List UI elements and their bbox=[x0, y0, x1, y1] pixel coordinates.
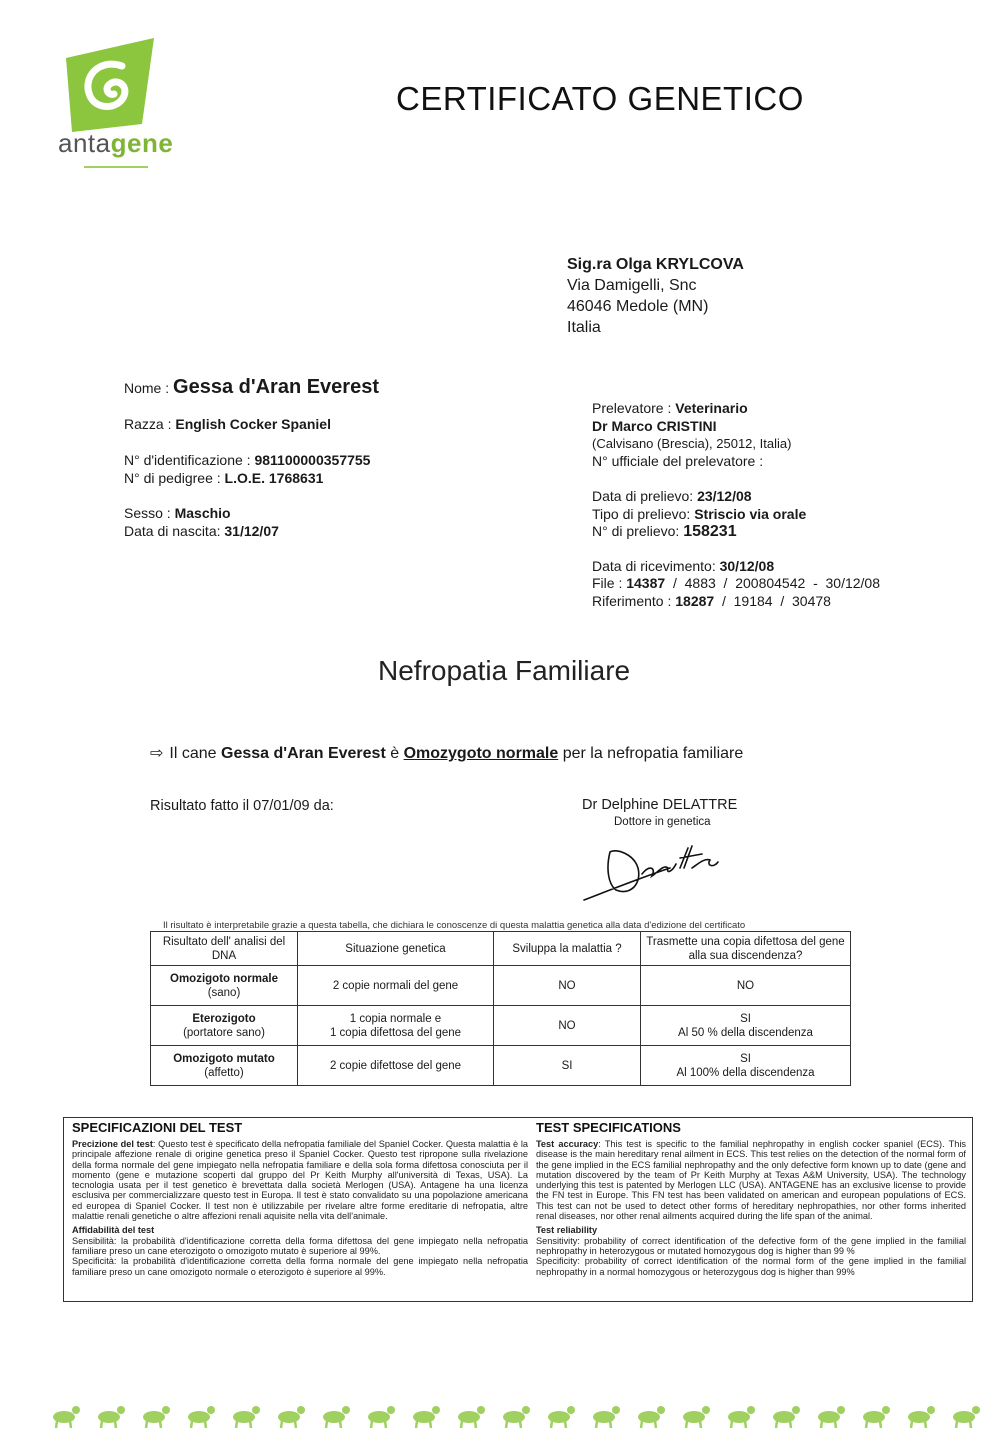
verdict-line: ⇨ Il cane Gessa d'Aran Everest è Omozygoto normale per la nefropatia familiare bbox=[150, 745, 744, 762]
specs-english: TEST SPECIFICATIONS Test accuracy: This test is specific to the familial nephropathy in english cocker spaniel (ECS). This disease is the main hereditary renal ailment in ECS. This test relies on the detection of the normal form of the gene implied in the ECS familial nephropathy and the only defective form known up to date (gene and mutation discovered by the team of Pr Keith Murphy at Texas A&M University, USA). The technology underlying this test is patented by Merlogen LLC (USA). ANTAGENE has an exclusive license to provide the FN test in Europe. This FN test has been validated on american and european populations of ECS. This test can not be used to detect other forms of hereditary nephropathies, nor other forms inherited renal diseases, nor other renal ailments acquired during the life span of the animal. Test reliability Sensitivity: probability of correct identification of the defective form of the gene implied in the familial nephropathy in heterozygous or mutated homozygous dog is higher than 99 % Specificity: probability of correct identification of the normal form of the gene implied in the familial nephropathy in a normal homozygous or heterozygous dog is higher than 99% bbox=[536, 1120, 967, 1277]
animal-breed-row: Razza : English Cocker Spaniel bbox=[124, 416, 331, 432]
deer-icon bbox=[773, 1406, 800, 1428]
sample-number-row: N° di prelievo: 158231 bbox=[592, 523, 737, 540]
table-header-row bbox=[151, 932, 851, 966]
transmit-cell: SI Al 50 % della discendenza bbox=[641, 1006, 851, 1046]
goat-icon bbox=[143, 1406, 170, 1428]
pig-icon bbox=[593, 1406, 620, 1428]
animal-sex-row: Sesso : Maschio bbox=[124, 505, 231, 521]
animal-birth-date: 31/12/07 bbox=[224, 523, 279, 539]
specs-italian: SPECIFICAZIONI DEL TEST Precizione del test: Questo test è specificato della nefropatia familiale del Spaniel Cocker. Questa malattia è la principale affezione renale di origine genetica preso il Spaniel Cocker. Questo test ripropone sulla rivelazione della forma normale del gene impiegato nella nefropatia familiare e della sola forma difettosa conosciuta per il momento (gene e mutazione scoperti dal gruppo del Pr Keith Murphy all'università di Texas, USA). La tecnologia usata per il test genetico è brevettata dalla società Merlogen (USA). Antagene ha una licenza esclusiva per commercializzare questo test in Europa. Il test è stato convalidato su una popolazione americana ed europea di Spaniel Cocker. Il test non è utilizzabile per rivelare altre forme ereditarie di nefropatia, altre malattie renali genetiche o altre affezioni renali aquisite nella vita dell'animale. Affidabilità del test Sensibilità: la probabilità d'identificazione corretta della forma difettosa del gene impiegato nella nefropatia familiare preso un cane eterozigoto o omozigoto mutato è superiore al 99%. Specificità: la probabilità d'identificazione corretta della forma normale del gene impiegato nella nefropatia familiare preso un cane omozigoto normale o eterozigoto è superiore al 99%. bbox=[72, 1120, 528, 1277]
animal-birth-row: Data di nascita: 31/12/07 bbox=[124, 523, 279, 539]
genotype-cell: Omozigoto normale (sano) bbox=[151, 966, 298, 1006]
logo-underline bbox=[84, 166, 148, 168]
vet-name: Dr Marco CRISTINI bbox=[592, 417, 717, 434]
fox-icon bbox=[53, 1406, 80, 1428]
test-specifications-box bbox=[63, 1117, 973, 1302]
reference-number: 18287 bbox=[675, 592, 715, 609]
fish-icon bbox=[413, 1406, 440, 1428]
table-row bbox=[151, 966, 851, 1006]
table-note: Il risultato è interpretabile grazie a questa tabella, che dichiara le conoscenze di questa malattia genetica alla data d'edizione del certificato bbox=[163, 920, 746, 931]
animal-pedigree: L.O.E. 1768631 bbox=[224, 470, 324, 486]
genetic-results-table bbox=[150, 931, 851, 1086]
sample-number: 158231 bbox=[683, 523, 737, 540]
doctor-role: Dottore in genetica bbox=[614, 816, 711, 828]
boar-icon bbox=[323, 1406, 350, 1428]
rooster-icon bbox=[638, 1406, 665, 1428]
recipient-city: 46046 Medole (MN) bbox=[567, 298, 709, 315]
file-row: File : 14387 / 4883 / 200804542 - 30/12/08 bbox=[592, 575, 881, 591]
sample-type-row: Tipo di prelievo: Striscio via orale bbox=[592, 505, 807, 522]
transmit-cell: SI Al 100% della discendenza bbox=[641, 1046, 851, 1086]
bird-icon bbox=[233, 1406, 260, 1428]
sample-date: 23/12/08 bbox=[697, 488, 752, 504]
situation-cell: 1 copia normale e 1 copia difettosa del gene bbox=[298, 1006, 494, 1046]
horse-icon bbox=[818, 1406, 845, 1428]
disease-cell: NO bbox=[494, 1006, 641, 1046]
recipient-country: Italia bbox=[567, 319, 601, 336]
file-number: 14387 bbox=[626, 575, 666, 591]
ant-icon bbox=[728, 1406, 755, 1428]
kangaroo-icon bbox=[368, 1406, 395, 1428]
collector-row: Prelevatore : Veterinario bbox=[592, 400, 748, 416]
animal-name: Gessa d'Aran Everest bbox=[173, 376, 379, 398]
reference-row: Riferimento : 18287 / 19184 / 30478 bbox=[592, 592, 831, 609]
received-date: 30/12/08 bbox=[719, 557, 775, 574]
cow-icon bbox=[548, 1406, 575, 1428]
right-arrow-icon: ⇨ bbox=[150, 745, 164, 762]
hen-icon bbox=[458, 1406, 485, 1428]
animal-sex: Maschio bbox=[174, 505, 231, 521]
sample-details bbox=[592, 400, 880, 610]
received-row: Data di ricevimento: 30/12/08 bbox=[592, 557, 775, 574]
antagene-logo-icon bbox=[62, 36, 158, 132]
table-row bbox=[151, 1006, 851, 1046]
specs-en-title: TEST SPECIFICATIONS bbox=[536, 1120, 681, 1135]
ram-icon bbox=[503, 1406, 530, 1428]
animal-breed: English Cocker Spaniel bbox=[175, 416, 331, 432]
recipient-address bbox=[567, 254, 744, 338]
cat-icon bbox=[98, 1406, 125, 1428]
table-header: Risultato dell' analisi del DNA bbox=[151, 932, 298, 966]
antelope-icon bbox=[863, 1406, 890, 1428]
animal-id: 981100000357755 bbox=[254, 452, 371, 468]
result-date: Risultato fatto il 07/01/09 da: bbox=[150, 798, 334, 814]
collector-type: Veterinario bbox=[675, 400, 748, 416]
table-header: Trasmette una copia difettosa del gene alla sua discendenza? bbox=[641, 932, 851, 966]
footer-animals bbox=[40, 1400, 990, 1430]
animal-name-row: Nome : Gessa d'Aran Everest bbox=[124, 376, 379, 398]
animal-details bbox=[124, 378, 379, 540]
sample-date-row: Data di prelievo: 23/12/08 bbox=[592, 488, 752, 504]
rabbit-icon bbox=[188, 1406, 215, 1428]
situation-cell: 2 copie normali del gene bbox=[298, 966, 494, 1006]
vet-address: (Calvisano (Brescia), 25012, Italia) bbox=[592, 436, 792, 451]
doctor-name: Dr Delphine DELATTRE bbox=[582, 797, 738, 813]
table-header: Situazione genetica bbox=[298, 932, 494, 966]
antagene-logo-text: antagene bbox=[58, 128, 174, 158]
table-header: Sviluppa la malattia ? bbox=[494, 932, 641, 966]
signature-icon bbox=[580, 838, 730, 908]
certificate-title: CERTIFICATO GENETICO bbox=[396, 80, 804, 117]
table-row bbox=[151, 1046, 851, 1086]
disease-cell: NO bbox=[494, 966, 641, 1006]
tortoise-icon bbox=[278, 1406, 305, 1428]
genotype-cell: Eterozigoto (portatore sano) bbox=[151, 1006, 298, 1046]
animal-id-row: N° d'identificazione : 981100000357755 bbox=[124, 452, 371, 468]
animal-pedigree-row: N° di pedigree : L.O.E. 1768631 bbox=[124, 470, 324, 486]
verdict-result: Omozygoto normale bbox=[403, 745, 559, 762]
duck-icon bbox=[683, 1406, 710, 1428]
dolphin-icon bbox=[908, 1406, 935, 1428]
verdict-dog-name: Gessa d'Aran Everest bbox=[221, 745, 386, 762]
specs-it-title: SPECIFICAZIONI DEL TEST bbox=[72, 1120, 243, 1135]
official-collector-row: N° ufficiale del prelevatore : bbox=[592, 452, 764, 469]
recipient-street: Via Damigelli, Snc bbox=[567, 277, 697, 294]
test-name-heading: Nefropatia Familiare bbox=[378, 655, 631, 686]
situation-cell: 2 copie difettose del gene bbox=[298, 1046, 494, 1086]
sample-type: Striscio via orale bbox=[694, 505, 807, 522]
transmit-cell: NO bbox=[641, 966, 851, 1006]
genotype-cell: Omozigoto mutato (affetto) bbox=[151, 1046, 298, 1086]
recipient-name: Sig.ra Olga KRYLCOVA bbox=[567, 256, 744, 273]
disease-cell: SI bbox=[494, 1046, 641, 1086]
stork-icon bbox=[953, 1406, 980, 1428]
